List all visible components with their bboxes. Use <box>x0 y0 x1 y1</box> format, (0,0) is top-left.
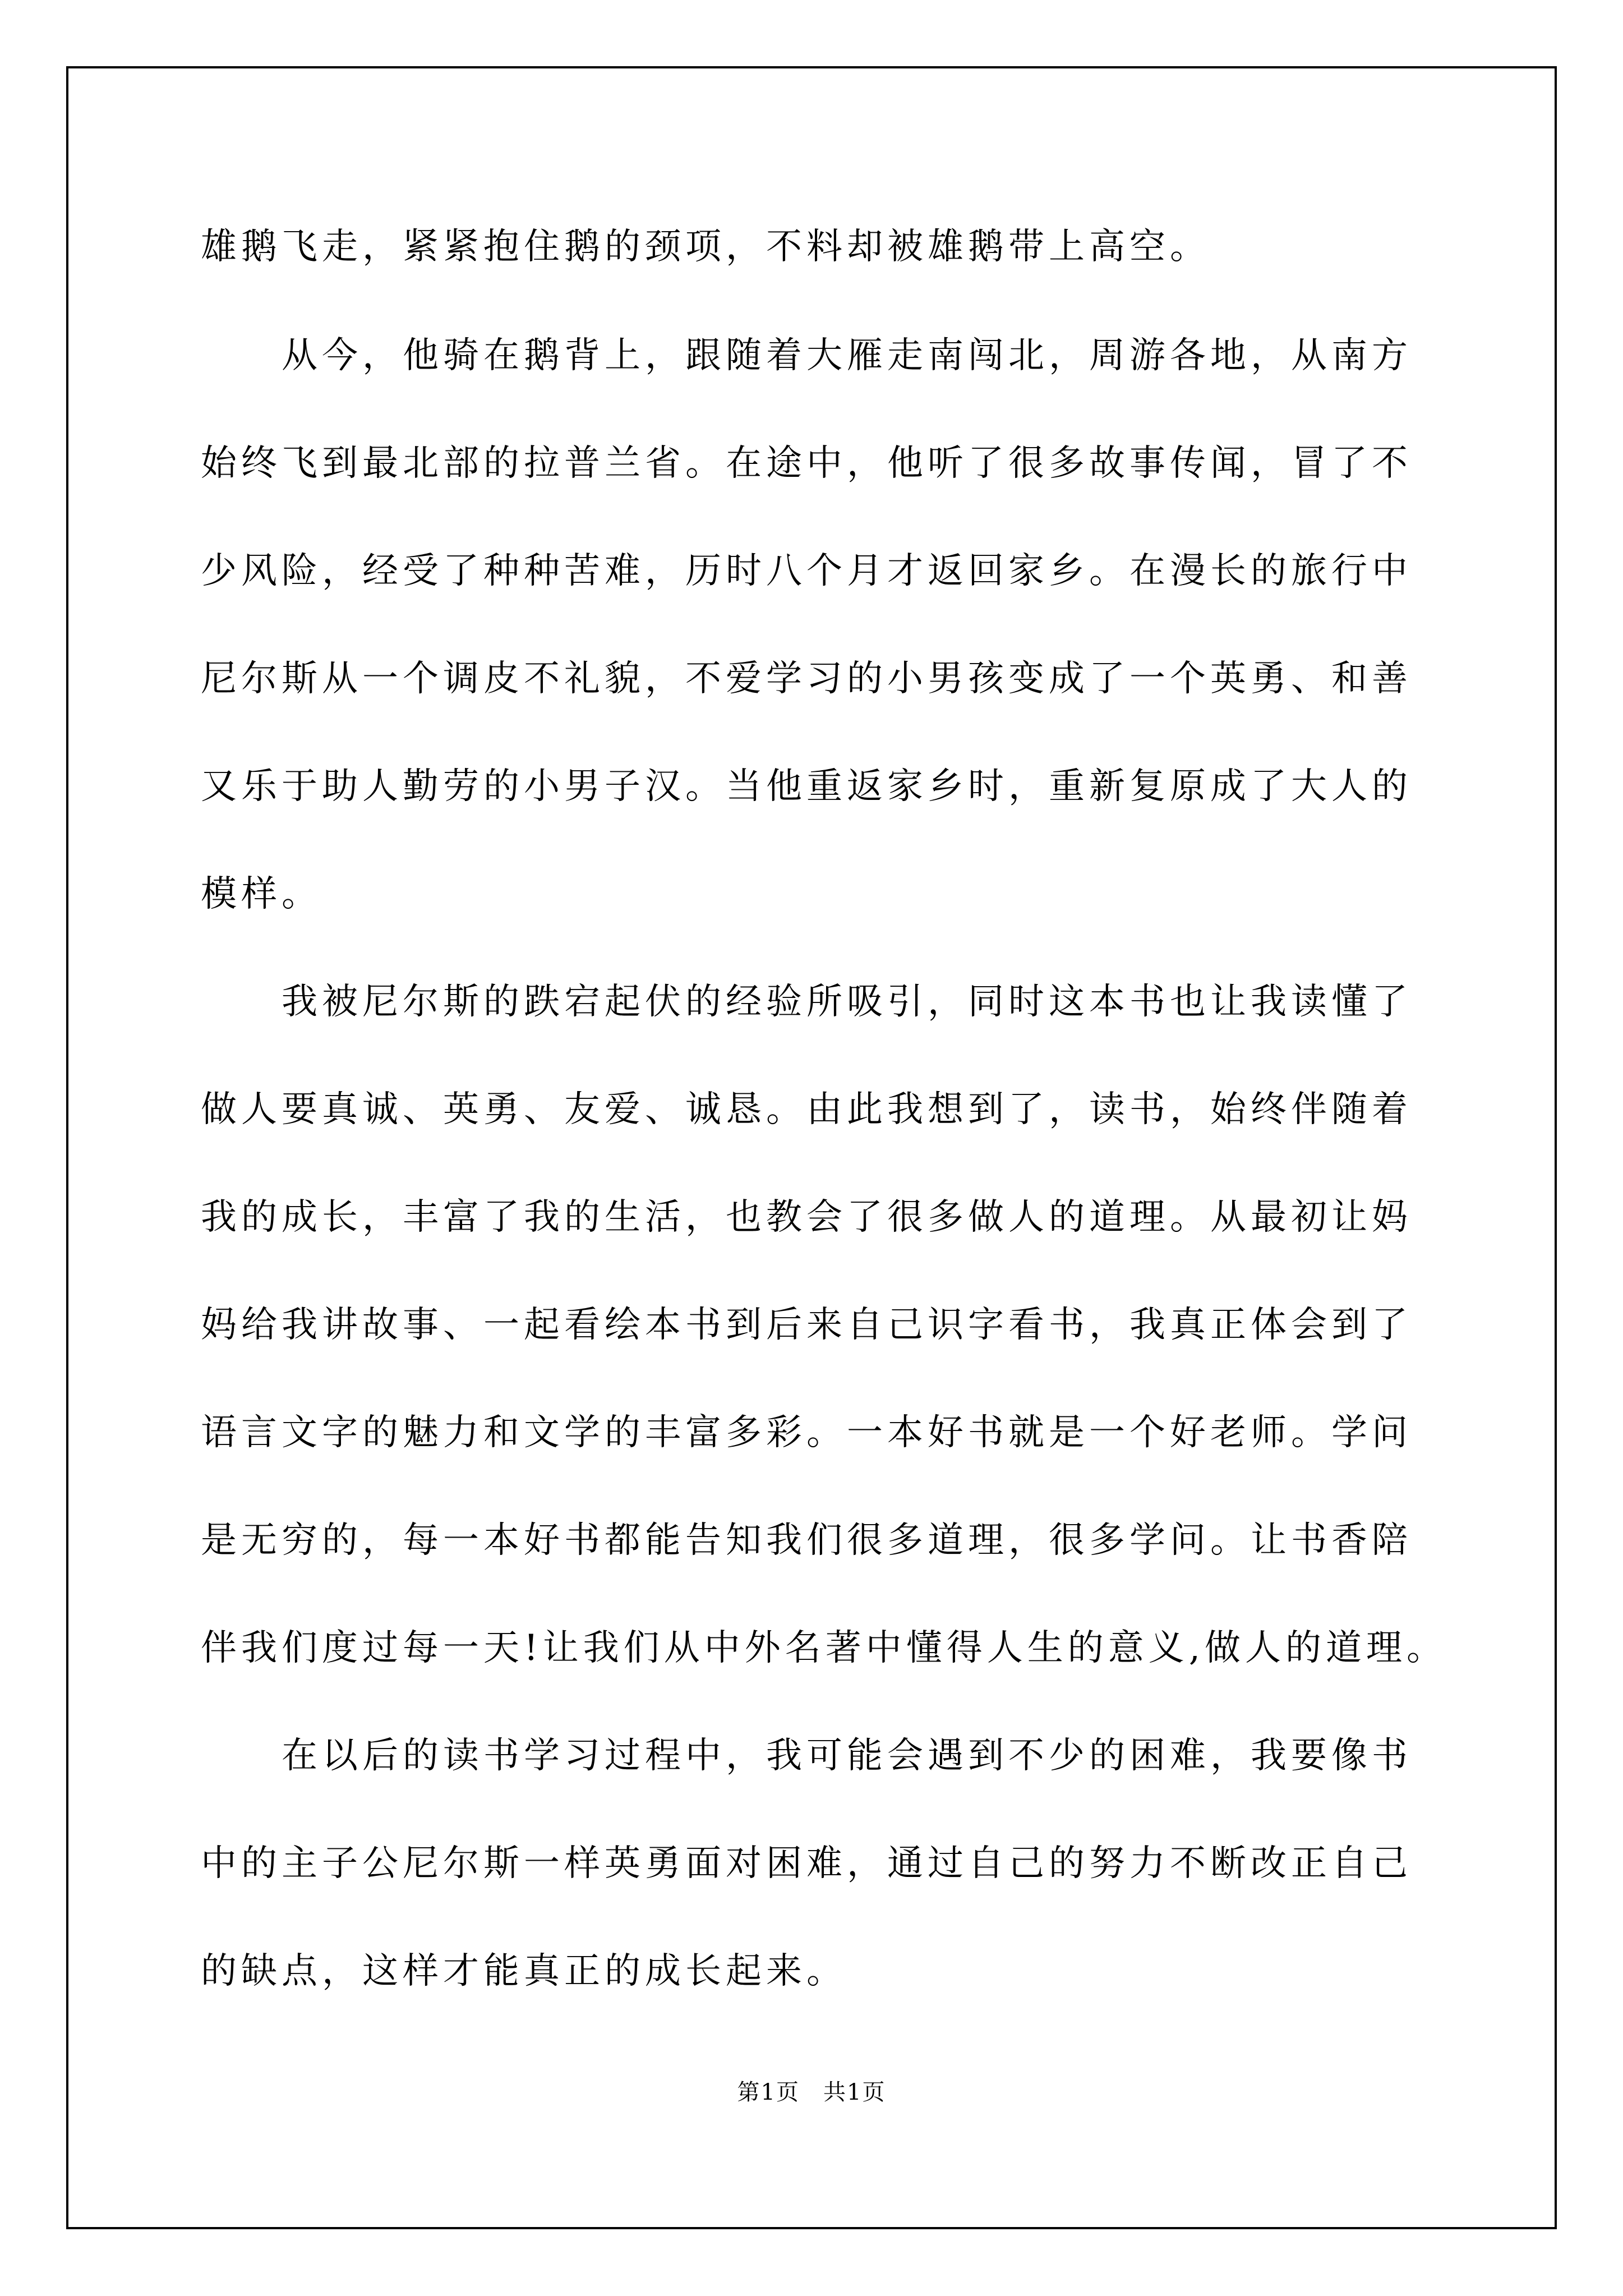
page-border <box>66 66 1557 2229</box>
paragraph-line: 我被尼尔斯的跌宕起伏的经验所吸引，同时这本书也让我读懂了 <box>201 981 1412 1023</box>
paragraph-line: 从今，他骑在鹅背上，跟随着大雁走南闯北，周游各地，从南方 <box>201 335 1412 376</box>
paragraph-line: 做人要真诚、英勇、友爱、诚恳。由此我想到了，读书，始终伴随着 <box>201 1089 1412 1130</box>
paragraph-line: 中的主子公尼尔斯一样英勇面对困难，通过自己的努力不断改正自己 <box>201 1843 1412 1884</box>
paragraph-line: 尼尔斯从一个调皮不礼貌，不爱学习的小男孩变成了一个英勇、和善 <box>201 658 1412 700</box>
paragraph-line: 少风险，经受了种种苦难，历时八个月才返回家乡。在漫长的旅行中 <box>201 550 1412 592</box>
paragraph-line: 语言文字的魅力和文学的丰富多彩。一本好书就是一个好老师。学问 <box>201 1412 1412 1453</box>
paragraph-line: 的缺点，这样才能真正的成长起来。 <box>201 1950 847 1992</box>
paragraph-line: 模样。 <box>201 873 322 915</box>
paragraph-line: 始终飞到最北部的拉普兰省。在途中，他听了很多故事传闻，冒了不 <box>201 443 1412 484</box>
paragraph-line: 是无穷的，每一本好书都能告知我们很多道理，很多学问。让书香陪 <box>201 1520 1412 1561</box>
paragraph-line: 伴我们度过每一天!让我们从中外名著中懂得人生的意义,做人的道理。 <box>201 1627 1447 1669</box>
paragraph-line: 妈给我讲故事、一起看绘本书到后来自己识字看书，我真正体会到了 <box>201 1304 1412 1346</box>
paragraph-line: 在以后的读书学习过程中，我可能会遇到不少的困难，我要像书 <box>201 1735 1412 1777</box>
paragraph-line: 我的成长，丰富了我的生活，也教会了很多做人的道理。从最初让妈 <box>201 1197 1412 1238</box>
page-number: 第1页 共1页 <box>737 2079 886 2105</box>
paragraph-line: 又乐于助人勤劳的小男子汉。当他重返家乡时，重新复原成了大人的 <box>201 766 1412 807</box>
paragraph-line: 雄鹅飞走，紧紧抱住鹅的颈项，不料却被雄鹅带上高空。 <box>201 226 1210 268</box>
